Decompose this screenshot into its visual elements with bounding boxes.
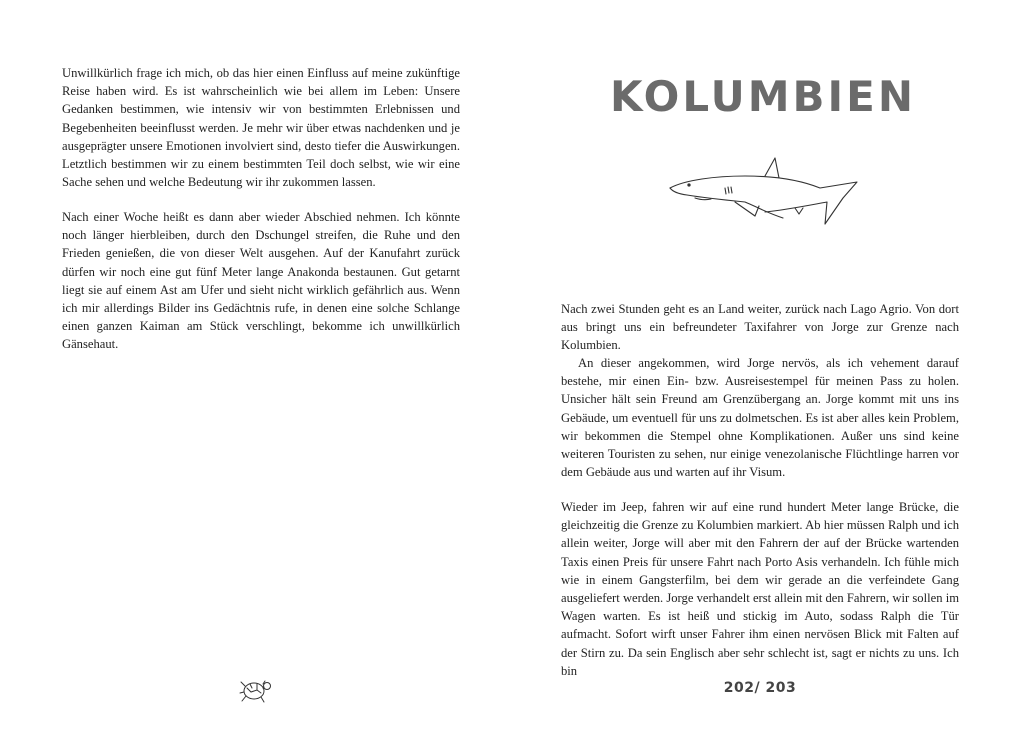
shark-icon <box>665 150 865 230</box>
left-paragraph-2: Nach einer Woche heißt es dann aber wieder Abschied nehmen. Ich könnte noch länger hierbleiben, durch den Dschungel streifen, die Ruhe und den Frieden genießen, die von dieser Welt ausgehen. Auf der Kanufahrt zurück dürfen wir noch eine gut fünf Meter lange Anakonda bestaunen. Gut getarnt liegt sie auf einem Ast am Ufer und sieht nicht wirklich gefährlich aus. Wenn ich mir allerdings Bilder ins Gedächtnis rufe, in denen eine solche Schlange einen ganzen Kaiman am Stück verschlingt, bekomme ich unwillkürlich Gänsehaut. <box>62 210 460 352</box>
turtle-icon <box>237 674 273 706</box>
right-paragraph-2: An dieser angekommen, wird Jorge nervös, als ich vehement darauf bestehe, mir einen Ein- bzw. Ausreisestempel für meinen Pass zu holen. Unsicher hält sein Freund am Grenzübergang an. Jorge kommt mit uns ins Gebäude, um eventuell für uns zu dolmetschen. Es ist aber alles kein Problem, wir bekommen die Stempel ohne Komplikationen. Außer uns sind keine weiteren Touristen zu sehen, nur einige venezolanische Flüchtlinge harren vor dem Gebäude aus und warten auf ihr Visum. <box>561 356 959 480</box>
left-paragraph-1: Unwillkürlich frage ich mich, ob das hier einen Einfluss auf meine zukünftige Reise haben wird. Es ist wahrscheinlich wie bei allem im Leben: Unsere Gedanken bestimmen, wie intensiv wir von bestimmten Erlebnissen und Begebenheiten beeinflusst werden. Je mehr wir über etwas nachdenken und je ausgeprägter unsere Emotionen involviert sind, desto tiefer die Auswirkungen. Letztlich bestimmen wir zu einem bestimmten Teil doch selbst, wie wir eine Sache sehen und welche Bedeutung wir ihr zukommen lassen. <box>62 66 460 190</box>
page-numbers: 202/ 203 <box>723 680 797 696</box>
right-page <box>510 0 1020 731</box>
chapter-title: KOLUMBIEN <box>610 72 917 121</box>
right-paragraph-3: Wieder im Jeep, fahren wir auf eine rund hundert Meter lange Brücke, die gleichzeitig die Grenze zu Kolumbien markiert. Ab hier müssen Ralph und ich allein weiter, Jorge will aber mit den Fahrern der auf der Brücke wartenden Taxis einen Preis für unsere Fahrt nach Porto Asis verhandeln. Ich fühle mich wie in einem Gangsterfilm, bei dem wir gerade an die verfeindete Gang ausgeliefert werden. Jorge verhandelt erst allein mit den Fahrern, wir sollen im Wagen warten. Es ist heiß und stickig im Auto, sodass Ralph die Tür aufmacht. Sofort wirft unser Fahrer ihm einen nervösen Blick mit Falten auf der Stirn zu. Da sein Englisch aber sehr schlecht ist, sagt er nichts zu uns. Ich bin <box>561 500 959 678</box>
right-paragraph-1: Nach zwei Stunden geht es an Land weiter, zurück nach Lago Agrio. Von dort aus bringt uns ein befreundeter Taxifahrer von Jorge zur Grenze nach Kolumbien. <box>561 302 959 353</box>
